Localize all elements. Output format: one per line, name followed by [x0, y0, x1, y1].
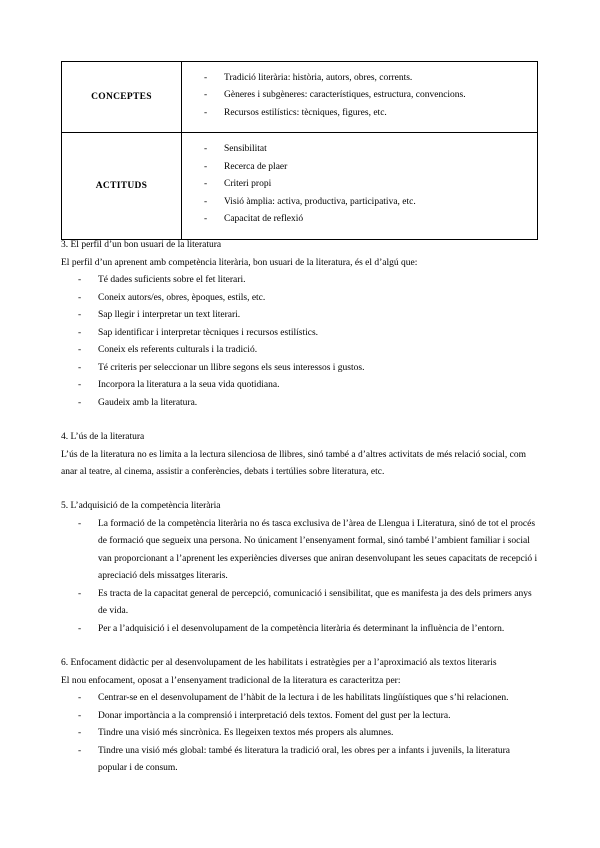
- bullet-list: [61, 272, 541, 412]
- bullet-list: [61, 690, 541, 778]
- list-item: - Visió àmplia: activa, productiva, participativa, etc.: [204, 194, 537, 212]
- section-5: [61, 498, 541, 638]
- list-item: - Centrar-se en el desenvolupament de l’hàbit de la lectura i de les habilitats lingüístiques que s’hi relacionen.: [61, 690, 541, 708]
- section-heading: 6. Enfocament didàctic per al desenvolupament de les habilitats i estratègies per a l’aproximació als textos literaris: [61, 658, 497, 668]
- section-intro: El nou enfocament, oposat a l’ensenyament tradicional de la literatura es caracteritza per:: [61, 675, 401, 686]
- list-item: - La formació de la competència literària no és tasca exclusiva de l’àrea de Llengua i Literatura, sinó de tot el procés de formació que segueix una persona. No únicament l’ensenyament formal, sinó també l’ambient familiar i social van proporcionant a l’aprenent les experiències diverses que aniran desenvolupant les seues capacitats de recepció i apreciació dels missatges literaris.: [61, 516, 541, 586]
- list-item: - Sap identificar i interpretar tècniques i recursos estilístics.: [61, 325, 541, 343]
- section-body: L’ús de la literatura no es limita a la lectura silenciosa de llibres, sinó també a d’altres activitats de més relació social, com anar al teatre, al cinema, assistir a conferències, debats i tertúlies sobre literatura, etc.: [61, 449, 526, 477]
- item-list: [204, 141, 537, 229]
- list-item: - Coneix els referents culturals i la tradició.: [61, 342, 541, 360]
- section-heading: 5. L’adquisició de la competència literària: [61, 501, 221, 511]
- list-item: - Tindre una visió més sincrònica. Es llegeixen textos més propers als alumnes.: [61, 725, 541, 743]
- list-item: - Sap llegir i interpretar un text literari.: [61, 307, 541, 325]
- row-header: ACTITUDS: [62, 133, 182, 240]
- table-row: [62, 133, 538, 240]
- list-item: - Per a l’adquisició i el desenvolupament de la competència literària és determinant la influència de l’entorn.: [61, 621, 541, 639]
- bullet-list: [61, 516, 541, 639]
- list-item: - Capacitat de reflexió: [204, 211, 537, 229]
- list-item: - Gaudeix amb la literatura.: [61, 395, 541, 413]
- section-heading: 3. El perfil d’un bon usuari de la literatura: [61, 240, 222, 250]
- table-row: [62, 62, 538, 133]
- list-item: - Es tracta de la capacitat general de percepció, comunicació i sensibilitat, que es manifesta ja des dels primers anys de vida.: [61, 586, 541, 621]
- list-item: - Tradició literària: història, autors, obres, corrents.: [204, 70, 537, 88]
- list-item: - Incorpora la literatura a la seua vida quotidiana.: [61, 377, 541, 395]
- list-item: - Té dades suficients sobre el fet literari.: [61, 272, 541, 290]
- row-header: CONCEPTES: [62, 62, 182, 133]
- list-item: - Tindre una visió més global: també és literatura la tradició oral, les obres per a infants i juvenils, la literatura popular i de consum.: [61, 743, 541, 778]
- section-6: [61, 655, 541, 778]
- list-item: - Recursos estilístics: tècniques, figures, etc.: [204, 105, 537, 123]
- list-item: - Coneix autors/es, obres, èpoques, estils, etc.: [61, 290, 541, 308]
- list-item: - Sensibilitat: [204, 141, 537, 159]
- list-item: - Gèneres i subgèneres: característiques, estructura, convencions.: [204, 87, 537, 105]
- section-4: [61, 429, 541, 482]
- list-item: - Criteri propi: [204, 176, 537, 194]
- item-list: [204, 70, 537, 123]
- list-item: - Recerca de plaer: [204, 159, 537, 177]
- section-intro: El perfil d’un aprenent amb competència literària, bon usuari de la literatura, és el d’algú que:: [61, 257, 418, 268]
- section-3: [61, 237, 541, 412]
- list-item: - Té criteris per seleccionar un llibre segons els seus interessos i gustos.: [61, 360, 541, 378]
- list-item: - Donar importància a la comprensió i interpretació dels textos. Foment del gust per la lectura.: [61, 708, 541, 726]
- concepts-table: [61, 61, 538, 240]
- section-heading: 4. L’ús de la literatura: [61, 432, 145, 442]
